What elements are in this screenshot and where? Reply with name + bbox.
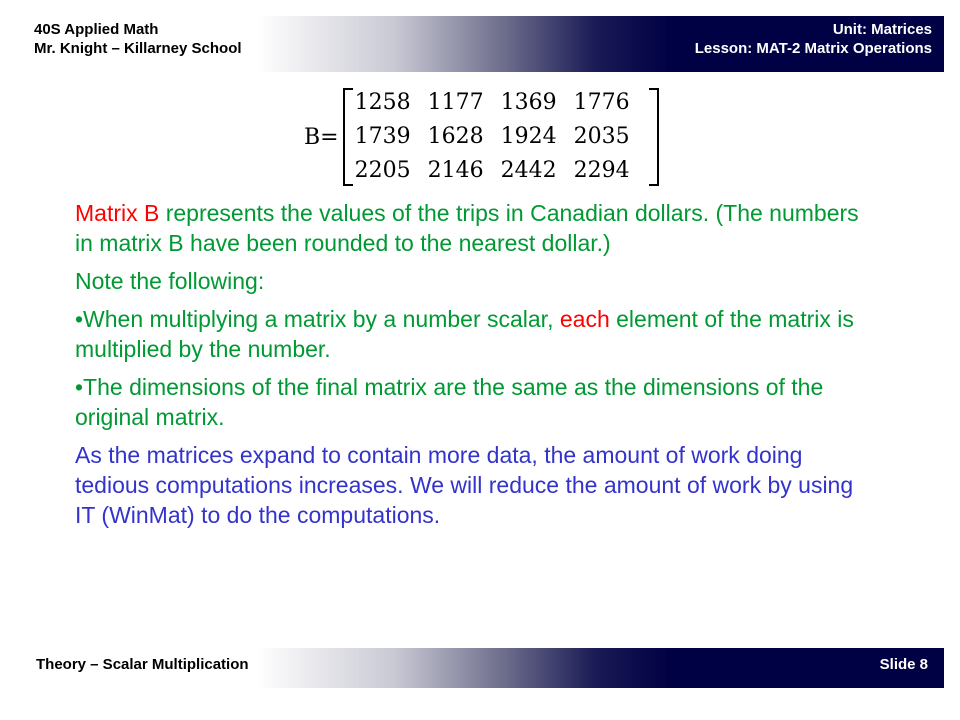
matrix-cell: 2205	[354, 158, 411, 183]
matrix-body	[343, 88, 659, 186]
bullet-text: •When multiplying a matrix by a number scalar,	[75, 306, 560, 332]
highlight-matrix-b: Matrix B	[75, 200, 160, 226]
matrix-cell: 1177	[427, 90, 484, 115]
matrix-cell: 1258	[354, 90, 411, 115]
slide-footer	[28, 648, 944, 688]
matrix-cell: 1924	[500, 124, 557, 149]
header-left	[34, 20, 242, 58]
slide-header	[28, 16, 944, 72]
paragraph-note: Note the following:	[75, 268, 265, 294]
paragraph-winmat: As the matrices expand to contain more data, the amount of work doing tedious computations increases. We will reduce the amount of work by using IT (WinMat) to do the computations.	[75, 442, 854, 528]
matrix-label: B=	[304, 124, 339, 150]
matrix-b	[304, 80, 659, 194]
matrix-cell: 1776	[573, 90, 630, 115]
bullet-scalar	[75, 304, 865, 364]
paragraph-matrix-b	[75, 198, 865, 258]
slide-content	[75, 198, 865, 538]
paragraph-text: represents the values of the trips in Canadian dollars. (The numbers in matrix B have been rounded to the nearest dollar.)	[75, 200, 859, 256]
header-right	[695, 20, 932, 58]
lesson-title: Lesson: MAT-2 Matrix Operations	[694, 40, 932, 57]
bullet-dimensions: •The dimensions of the final matrix are the same as the dimensions of the original matrix.	[75, 374, 824, 430]
unit-title: Unit: Matrices	[832, 21, 932, 38]
matrix-cell: 2035	[573, 124, 630, 149]
footer-topic: Theory – Scalar Multiplication	[36, 656, 249, 673]
matrix-cell: 1739	[354, 124, 411, 149]
matrix-cell: 1369	[500, 90, 557, 115]
teacher-name: Mr. Knight – Killarney School	[34, 40, 242, 57]
matrix-cell: 2442	[500, 158, 557, 183]
highlight-each: each	[559, 306, 610, 332]
slide-number: Slide 8	[879, 656, 928, 673]
matrix-cell: 1628	[427, 124, 484, 149]
bullet-text: element of the matrix is multiplied by the number.	[75, 306, 854, 362]
course-title: 40S Applied Math	[34, 21, 159, 38]
matrix-cell: 2146	[427, 158, 484, 183]
matrix-cell: 2294	[573, 158, 630, 183]
